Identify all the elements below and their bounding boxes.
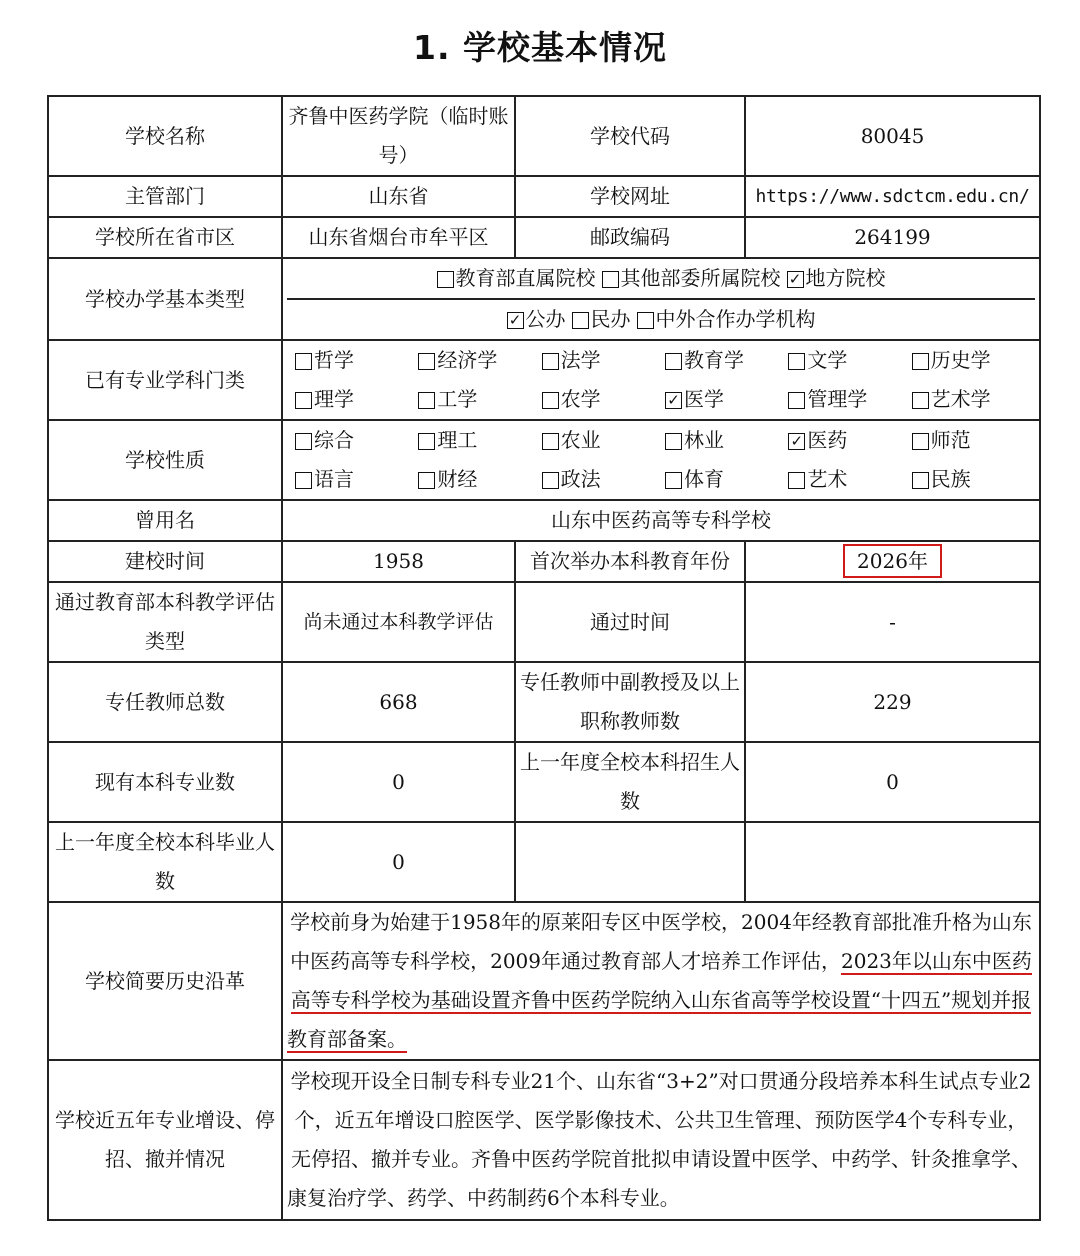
checkbox-option[interactable] [295, 421, 418, 460]
label-majors: 现有本科专业数 [48, 742, 282, 822]
checkbox-option[interactable] [542, 460, 665, 499]
label-history: 学校简要历史沿革 [48, 902, 282, 1060]
value-website: https://www.sdctcm.edu.cn/ [745, 176, 1040, 217]
checkbox-option[interactable] [507, 300, 566, 339]
checkbox-label: 法学 [560, 348, 601, 372]
checkbox-label: 财经 [437, 467, 478, 491]
unchecked-box-icon [418, 353, 435, 370]
checkbox-option[interactable] [665, 421, 788, 460]
history-text: 学校前身为始建于1958年的原莱阳专区中医学校，2004年经教育部批准升格为山东中医药高等专科学校，2009年通过教育部人才培养工作评估， [290, 910, 1032, 973]
checkbox-label: 文学 [807, 348, 848, 372]
label-eval-type: 通过教育部本科教学评估类型 [48, 582, 282, 662]
label-postcode: 邮政编码 [515, 217, 745, 258]
unchecked-box-icon [418, 433, 435, 450]
value-eval-time: - [745, 582, 1040, 662]
unchecked-box-icon [665, 353, 682, 370]
checked-box-icon: ✓ [787, 271, 804, 288]
checkbox-option[interactable] [418, 421, 541, 460]
label-eval-time: 通过时间 [515, 582, 745, 662]
unchecked-box-icon [912, 353, 929, 370]
unchecked-box-icon [912, 392, 929, 409]
checkbox-label: 艺术学 [930, 387, 991, 411]
checkbox-option[interactable] [542, 421, 665, 460]
unchecked-box-icon [912, 433, 929, 450]
value-first-undergrad: 2026年 [843, 544, 942, 578]
checkbox-label: 哲学 [314, 348, 354, 372]
unchecked-box-icon [542, 472, 559, 489]
value-graduates: 0 [282, 822, 515, 902]
label-changes: 学校近五年专业增设、停招、撤并情况 [48, 1060, 282, 1220]
checkbox-label: 林业 [684, 428, 724, 452]
unchecked-box-icon [418, 472, 435, 489]
checkbox-label: 医药 [807, 428, 848, 452]
value-first-undergrad-cell [745, 541, 1040, 582]
school-type-options [282, 258, 1040, 340]
checkbox-option[interactable] [665, 341, 788, 380]
checkbox-option[interactable] [572, 300, 631, 339]
checkbox-option[interactable] [665, 460, 788, 499]
unchecked-box-icon [788, 472, 805, 489]
value-history [282, 902, 1040, 1060]
checkbox-option[interactable] [295, 341, 418, 380]
unchecked-box-icon [295, 472, 312, 489]
checkbox-option[interactable] [912, 341, 1035, 380]
type-row-2 [291, 300, 1031, 339]
value-majors: 0 [282, 742, 515, 822]
checked-box-icon: ✓ [788, 433, 805, 450]
checkbox-option[interactable] [542, 380, 665, 419]
nature-grid [287, 421, 1035, 499]
value-postcode: 264199 [745, 217, 1040, 258]
school-info-table [47, 95, 1041, 1221]
checkbox-label: 医学 [684, 387, 724, 411]
checkbox-label: 语言 [314, 467, 354, 491]
checkbox-label: 农学 [560, 387, 601, 411]
unchecked-box-icon [295, 433, 312, 450]
value-authority: 山东省 [282, 176, 515, 217]
unchecked-box-icon [637, 312, 654, 329]
checkbox-option[interactable] [602, 259, 781, 298]
label-enroll: 上一年度全校本科招生人数 [515, 742, 745, 822]
checkbox-label: 理工 [437, 428, 478, 452]
unchecked-box-icon [788, 392, 805, 409]
nature-options [282, 420, 1040, 500]
label-website: 学校网址 [515, 176, 745, 217]
value-teachers-senior: 229 [745, 662, 1040, 742]
checkbox-option[interactable] [542, 341, 665, 380]
value-former-name: 山东中医药高等专科学校 [282, 500, 1040, 541]
checkbox-option[interactable] [788, 380, 911, 419]
unchecked-box-icon [912, 472, 929, 489]
label-graduates: 上一年度全校本科毕业人数 [48, 822, 282, 902]
label-school-code: 学校代码 [515, 96, 745, 176]
checkbox-label: 民办 [590, 307, 631, 331]
unchecked-box-icon [295, 392, 312, 409]
value-teachers-total: 668 [282, 662, 515, 742]
checkbox-label: 经济学 [437, 348, 498, 372]
unchecked-box-icon [295, 353, 312, 370]
checkbox-label: 公办 [525, 307, 566, 331]
page-title: 1. 学校基本情况 [413, 28, 667, 67]
value-changes: 学校现开设全日制专科专业21个、山东省“3+2”对口贯通分段培养本科生试点专业2个，近五年增设口腔医学、医学影像技术、公共卫生管理、预防医学4个专科专业，无停招、撤并专业。齐鲁中医药学院首批拟申请设置中医学、中药学、针灸推拿学、康复治疗学、药学、中药制药6个本科专业。 [282, 1060, 1040, 1220]
checkbox-option[interactable] [665, 380, 788, 419]
label-school-type: 学校办学基本类型 [48, 258, 282, 340]
checkbox-option[interactable] [295, 460, 418, 499]
checkbox-label: 教育部直属院校 [455, 266, 596, 290]
unchecked-box-icon [542, 353, 559, 370]
checkbox-option[interactable] [295, 380, 418, 419]
checkbox-label: 其他部委所属院校 [620, 266, 781, 290]
label-school-name: 学校名称 [48, 96, 282, 176]
unchecked-box-icon [437, 271, 454, 288]
unchecked-box-icon [542, 433, 559, 450]
checkbox-label: 中外合作办学机构 [655, 307, 816, 331]
label-teachers-senior: 专任教师中副教授及以上职称教师数 [515, 662, 745, 742]
unchecked-box-icon [418, 392, 435, 409]
discipline-grid [287, 341, 1035, 419]
unchecked-box-icon [788, 353, 805, 370]
history-highlight: 2023年以山东中医药高等专科学校为基础设置齐鲁中医药学院纳入山东省高等学校设置“十四五”规划并报教育部备案。 [287, 949, 1032, 1051]
value-eval-type: 尚未通过本科教学评估 [282, 582, 515, 662]
checkbox-label: 艺术 [807, 467, 848, 491]
checkbox-label: 民族 [930, 467, 971, 491]
value-school-code: 80045 [745, 96, 1040, 176]
checked-box-icon: ✓ [665, 392, 682, 409]
checkbox-option[interactable] [912, 460, 1035, 499]
discipline-options [282, 340, 1040, 420]
empty-cell-2 [745, 822, 1040, 902]
unchecked-box-icon [572, 312, 589, 329]
checkbox-label: 体育 [684, 467, 724, 491]
checkbox-label: 地方院校 [805, 266, 886, 290]
checkbox-label: 工学 [437, 387, 478, 411]
checkbox-label: 政法 [560, 467, 601, 491]
checkbox-option[interactable] [418, 380, 541, 419]
label-founded: 建校时间 [48, 541, 282, 582]
unchecked-box-icon [665, 472, 682, 489]
checkbox-option[interactable] [788, 421, 911, 460]
value-founded: 1958 [282, 541, 515, 582]
checkbox-option[interactable] [637, 300, 816, 339]
checkbox-label: 教育学 [684, 348, 744, 372]
checkbox-label: 综合 [314, 428, 354, 452]
label-disciplines: 已有专业学科门类 [48, 340, 282, 420]
label-authority: 主管部门 [48, 176, 282, 217]
checkbox-label: 师范 [930, 428, 971, 452]
checkbox-label: 历史学 [930, 348, 991, 372]
checkbox-option[interactable] [418, 341, 541, 380]
checkbox-option[interactable] [788, 460, 911, 499]
empty-cell-1 [515, 822, 745, 902]
checkbox-option[interactable] [787, 259, 886, 298]
label-location: 学校所在省市区 [48, 217, 282, 258]
checkbox-label: 理学 [314, 387, 354, 411]
label-first-undergrad: 首次举办本科教育年份 [515, 541, 745, 582]
checkbox-option[interactable] [418, 460, 541, 499]
checkbox-label: 管理学 [807, 387, 868, 411]
label-nature: 学校性质 [48, 420, 282, 500]
value-enroll: 0 [745, 742, 1040, 822]
value-location: 山东省烟台市牟平区 [282, 217, 515, 258]
label-former-name: 曾用名 [48, 500, 282, 541]
checkbox-option[interactable] [788, 341, 911, 380]
value-school-name: 齐鲁中医药学院（临时账号） [282, 96, 515, 176]
checkbox-option[interactable] [912, 380, 1035, 419]
checkbox-option[interactable] [437, 259, 596, 298]
label-teachers-total: 专任教师总数 [48, 662, 282, 742]
unchecked-box-icon [665, 433, 682, 450]
checkbox-option[interactable] [912, 421, 1035, 460]
type-row-1 [291, 259, 1031, 298]
unchecked-box-icon [602, 271, 619, 288]
checked-box-icon: ✓ [507, 312, 524, 329]
unchecked-box-icon [542, 392, 559, 409]
checkbox-label: 农业 [560, 428, 601, 452]
